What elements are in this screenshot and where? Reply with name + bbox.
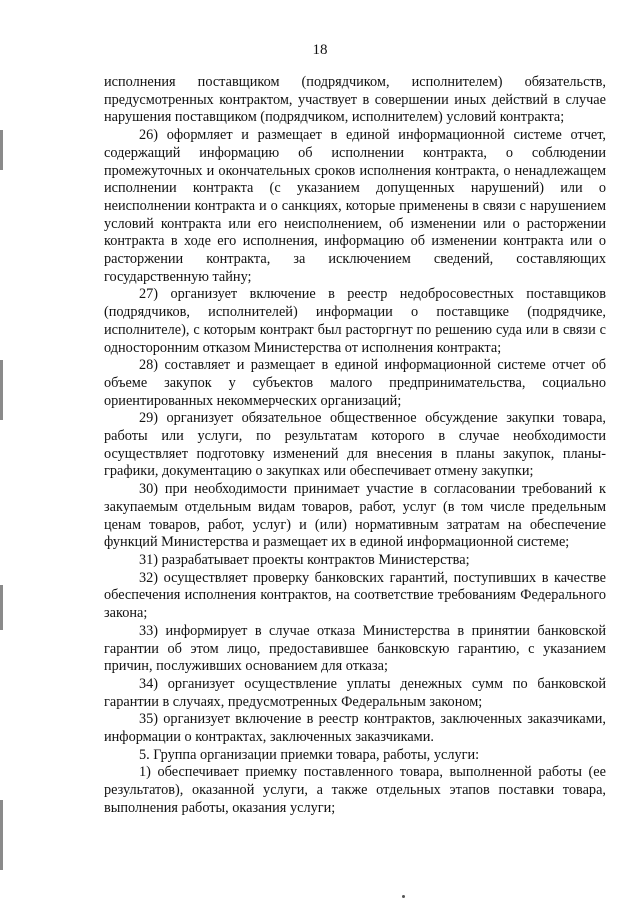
- paragraph-27: 27) организует включение в реестр недобросовестных поставщиков (подрядчиков, исполнителей) информации о поставщике (подрядчике, исполнителе), с которым контракт был расторгнут по решению суда или в связи с односторонним отказом Министерства от исполнения контракта;: [104, 286, 606, 356]
- binder-mark-bottom: [0, 800, 3, 870]
- binder-mark-top: [0, 130, 3, 170]
- paragraph-29: 29) организует обязательное общественное обсуждение закупки товара, работы или услуги, по результатам которого в случае необходимости осуществляет подготовку изменений для внесения в планы закупок, планы-графики, документацию о закупках или обеспечивает отмену закупки;: [104, 410, 606, 480]
- binder-mark-middle: [0, 360, 3, 420]
- paragraph-31: 31) разрабатывает проекты контрактов Министерства;: [139, 551, 470, 568]
- paragraph-34: 34) организует осуществление уплаты денежных сумм по банковской гарантии в случаях, предусмотренных Федеральным законом;: [104, 675, 606, 710]
- section-5-item-1: 1) обеспечивает приемку поставленного товара, выполненной работы (ее результатов), оказанной услуги, а также отдельных этапов поставки товара, выполнения работы, оказания услуги;: [104, 764, 606, 816]
- binder-mark-lower: [0, 585, 3, 630]
- scan-speck: [402, 895, 405, 898]
- paragraph-28: 28) составляет и размещает в единой информационной системе отчет об объеме закупок у субъектов малого предпринимательства, социально ориентированных некоммерческих организаций;: [104, 357, 606, 409]
- document-body: [104, 74, 606, 818]
- paragraph-30: 30) при необходимости принимает участие в согласовании требований к закупаемым отдельным видам товаров, работ, услуг (в том числе предельным ценам товаров, работ, услуг) и (или) нормативным затратам на обеспечение функций Министерства и размещает их в единой информационной системе;: [104, 481, 606, 551]
- paragraph-32: 32) осуществляет проверку банковских гарантий, поступивших в качестве обеспечения исполнения контрактов, на соответствие требованиям Федерального закона;: [104, 569, 606, 622]
- paragraph-33: 33) информирует в случае отказа Министерства в принятии банковской гарантии об этом лицо, предоставившее банковскую гарантию, с указанием причин, послуживших основанием для отказа;: [104, 622, 606, 675]
- paragraph-35: 35) организует включение в реестр контрактов, заключенных заказчиками, информации о контрактах, заключенных заказчиками.: [104, 711, 606, 746]
- paragraph-0: исполнения поставщиком (подрядчиком, исполнителем) обязательств, предусмотренных контрактом, участвует в совершении иных действий в случае нарушения поставщиком (подрядчиком, исполнителем) условий контракта;: [104, 74, 606, 126]
- paragraph-26: 26) оформляет и размещает в единой информационной системе отчет, содержащий информацию об исполнении контракта, о соблюдении промежуточных и окончательных сроков исполнения контракта, о ненадлежащем исполнении контракта (с указанием допущенных нарушений) или о неисполнении контракта и о санкциях, которые применены в связи с нарушением условий контракта или его неисполнением, об изменении или о расторжении контракта в ходе его исполнения, информацию об изменении контракта или о расторжении контракта, за исключением сведений, составляющих государственную тайну;: [104, 127, 606, 285]
- section-5-heading: 5. Группа организации приемки товара, работы, услуги:: [139, 746, 480, 763]
- page-number: 18: [312, 42, 328, 58]
